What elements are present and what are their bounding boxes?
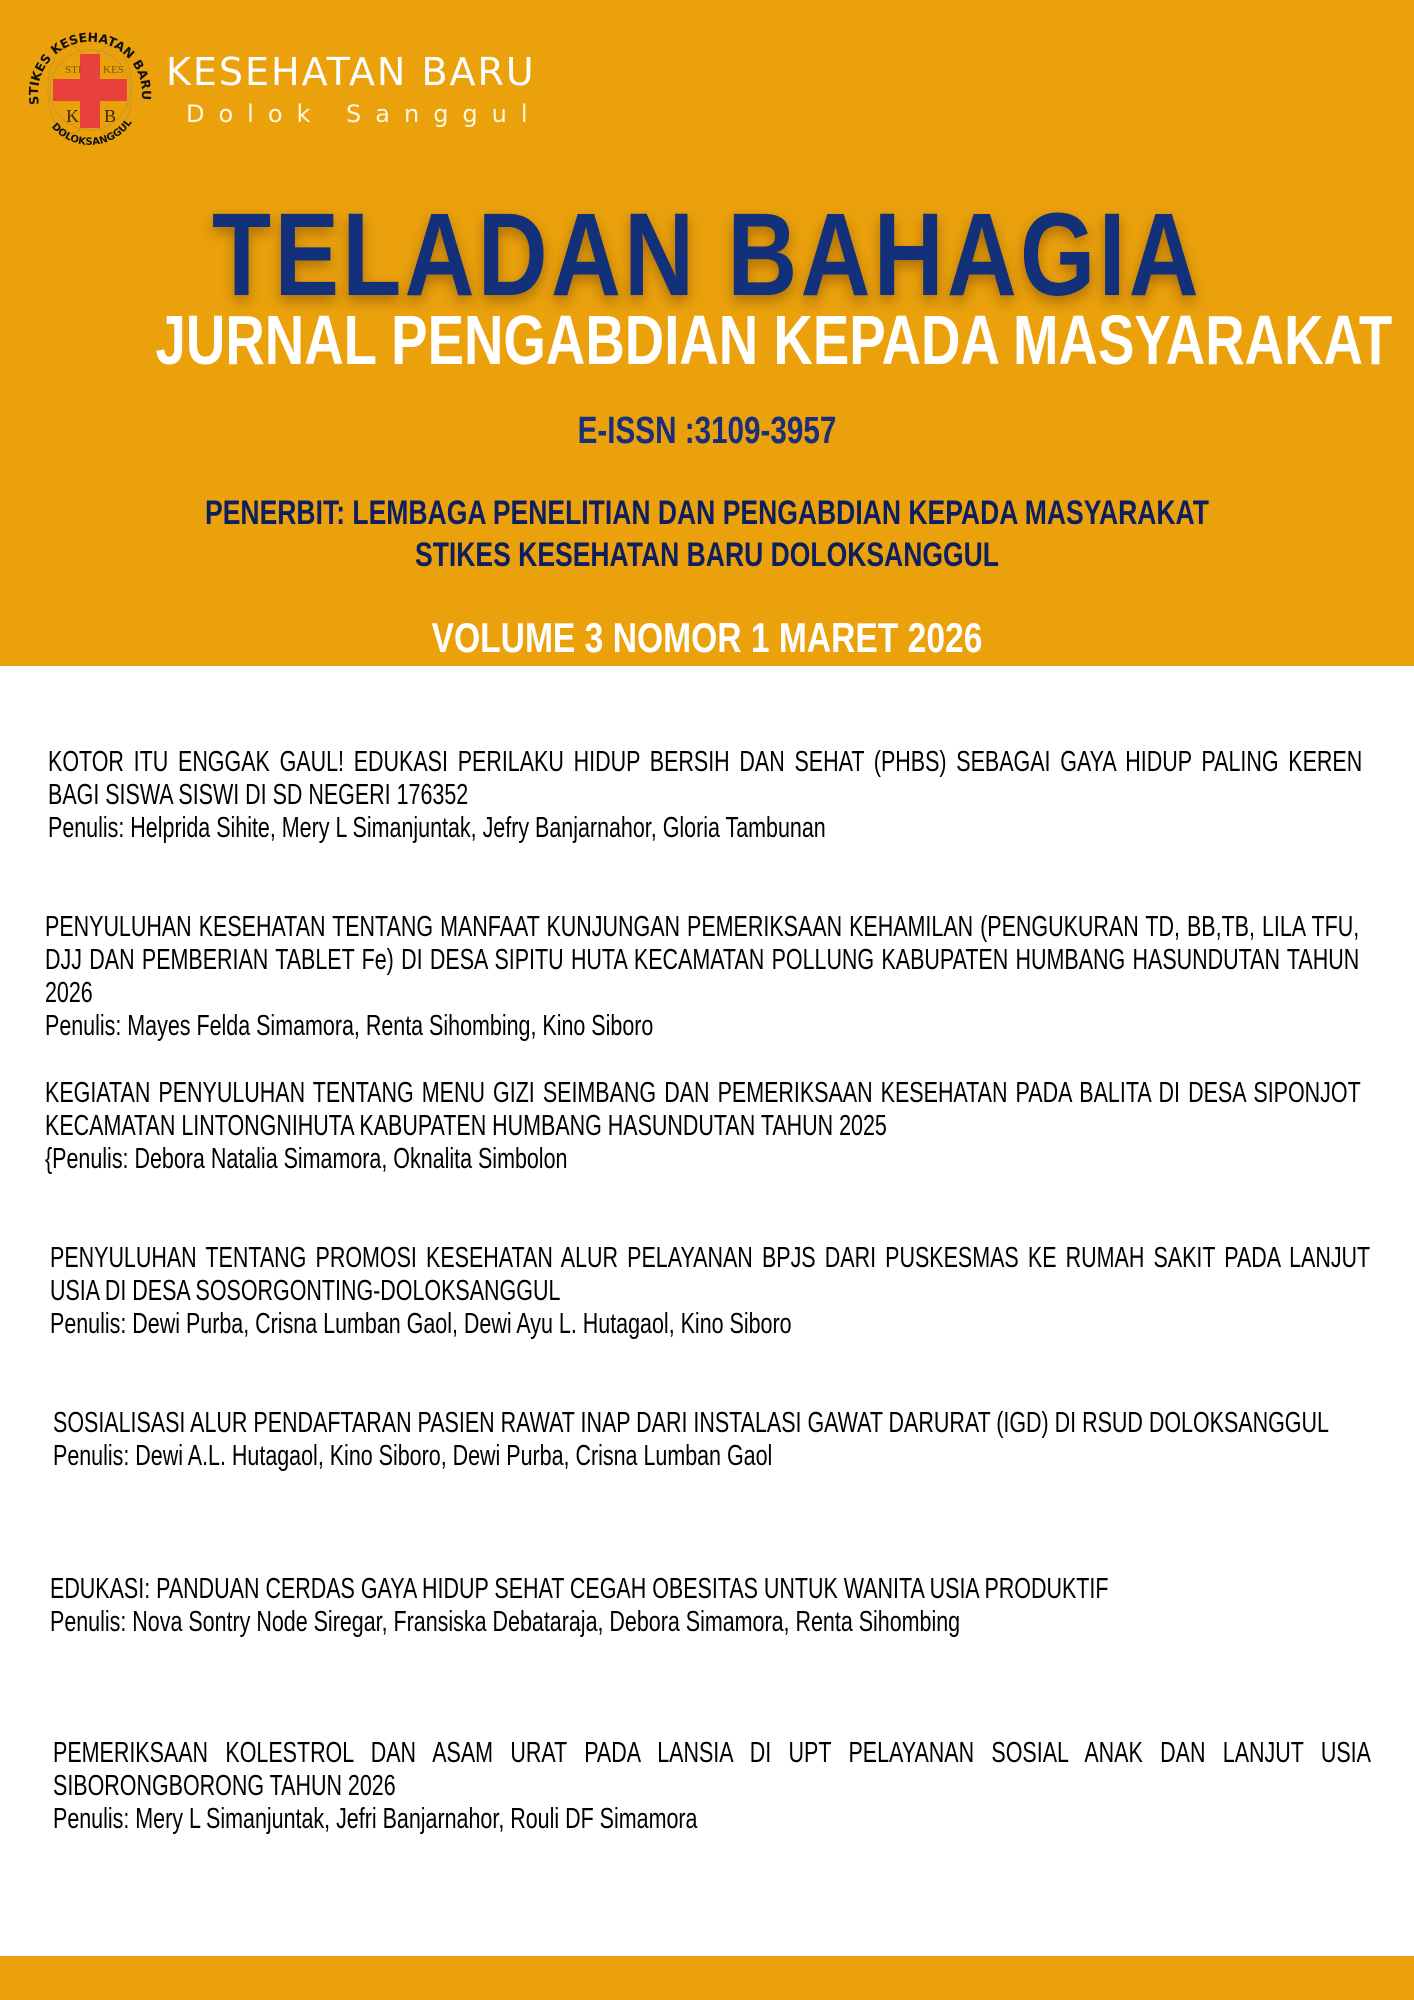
publisher-line-1: PENERBIT: LEMBAGA PENELITIAN DAN PENGABDIAN KEPADA MASYARAKAT	[205, 494, 1209, 532]
publisher	[156, 492, 1259, 576]
article-title: PENYULUHAN KESEHATAN TENTANG MANFAAT KUNJUNGAN PEMERIKSAAN KEHAMILAN (PENGUKURAN TD, BB,TB, LILA TFU, DJJ DAN PEMBERIAN TABLET Fe) DI DESA SIPITU HUTA KECAMATAN POLLUNG KABUPATEN HUMBANG HASUNDUTAN TAHUN 2026	[45, 911, 1360, 1009]
article-title: KEGIATAN PENYULUHAN TENTANG MENU GIZI SEIMBANG DAN PEMERIKSAAN KESEHATAN PADA BALITA DI DESA SIPONJOT KECAMATAN LINTONGNIHUTA KABUPATEN HUMBANG HASUNDUTAN TAHUN 2025	[45, 1077, 1361, 1142]
svg-text:K: K	[66, 106, 79, 126]
article-authors: Penulis: Mayes Felda Simamora, Renta Sihombing, Kino Siboro	[45, 1010, 654, 1042]
svg-text:KES: KES	[103, 64, 124, 76]
article-title: EDUKASI: PANDUAN CERDAS GAYA HIDUP SEHAT CEGAH OBESITAS UNTUK WANITA USIA PRODUKTIF	[50, 1573, 1109, 1605]
article-title: PENYULUHAN TENTANG PROMOSI KESEHATAN ALUR PELAYANAN BPJS DARI PUSKESMAS KE RUMAH SAKIT PADA LANJUT USIA DI DESA SOSORGONTING-DOLOKSANGGUL	[50, 1242, 1371, 1307]
article-item	[45, 911, 1359, 1043]
article-authors: {Penulis: Debora Natalia Simamora, Oknalita Simbolon	[45, 1143, 568, 1175]
article-authors: Penulis: Dewi Purba, Crisna Lumban Gaol, Dewi Ayu L. Hutagaol, Kino Siboro	[50, 1308, 792, 1340]
journal-subtitle: JURNAL PENGABDIAN KEPADA MASYARAKAT	[155, 301, 1393, 379]
article-title: KOTOR ITU ENGGAK GAUL! EDUKASI PERILAKU HIDUP BERSIH DAN SEHAT (PHBS) SEBAGAI GAYA HIDUP PALING KEREN BAGI SISWA SISWI DI SD NEGERI 176352	[48, 746, 1363, 811]
article-title: PEMERIKSAAN KOLESTROL DAN ASAM URAT PADA LANSIA DI UPT PELAYANAN SOSIAL ANAK DAN LANJUT USIA SIBORONGBORONG TAHUN 2026	[53, 1737, 1371, 1802]
footer-band	[0, 1956, 1414, 2000]
article-item	[50, 1573, 1370, 1639]
article-item	[50, 1242, 1370, 1341]
svg-text:STIKES KESEHATAN BARU: STIKES KESEHATAN BARU	[25, 29, 155, 106]
article-item	[48, 746, 1362, 845]
cover-header	[0, 0, 1414, 666]
publisher-line-2: STIKES KESEHATAN BARU DOLOKSANGGUL	[415, 536, 999, 574]
article-authors: Penulis: Mery L Simanjuntak, Jefri Banjarnahor, Rouli DF Simamora	[53, 1803, 698, 1835]
institution-logo-icon	[18, 18, 162, 162]
article-item	[53, 1737, 1371, 1836]
article-title: SOSIALISASI ALUR PENDAFTARAN PASIEN RAWAT INAP DARI INSTALASI GAWAT DARURAT (IGD) DI RSUD DOLOKSANGGUL	[53, 1407, 1329, 1439]
svg-text:DOLOKSANGGUL: DOLOKSANGGUL	[49, 117, 135, 148]
brand-subtitle: Dolok Sanggul	[186, 100, 542, 128]
brand-name: KESEHATAN BARU	[166, 50, 536, 94]
volume-issue: VOLUME 3 NOMOR 1 MARET 2026	[431, 614, 983, 661]
journal-title: TELADAN BAHAGIA	[212, 189, 1202, 321]
article-authors: Penulis: Nova Sontry Node Siregar, Fransiska Debataraja, Debora Simamora, Renta Sihombing	[50, 1606, 961, 1638]
issn: E-ISSN :3109-3957	[577, 410, 837, 452]
article-authors: Penulis: Helprida Sihite, Mery L Simanjuntak, Jefry Banjarnahor, Gloria Tambunan	[48, 812, 826, 844]
article-item	[53, 1407, 1371, 1473]
svg-text:B: B	[104, 106, 117, 126]
article-item	[45, 1077, 1361, 1176]
article-authors: Penulis: Dewi A.L. Hutagaol, Kino Siboro, Dewi Purba, Crisna Lumban Gaol	[53, 1440, 773, 1472]
svg-text:STI: STI	[65, 64, 82, 76]
